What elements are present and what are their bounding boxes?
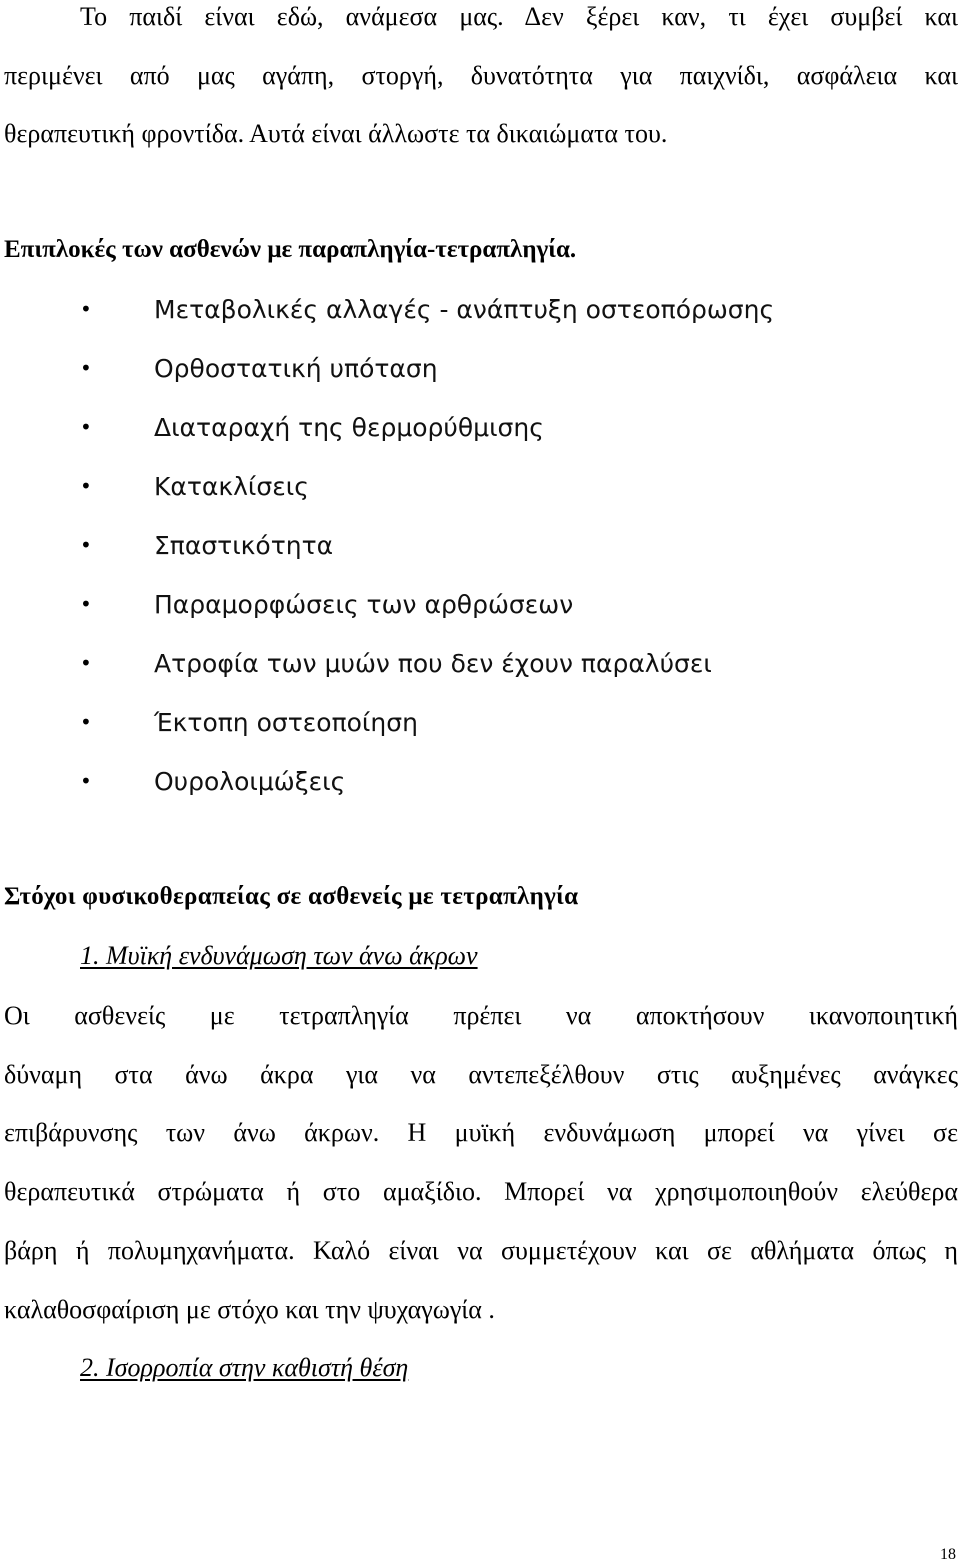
intro-line-2: περιμένει από μας αγάπη, στοργή, δυνατότητα για παιχνίδι, ασφάλεια και bbox=[4, 61, 958, 90]
list-item-text: Ουρολοιμώξεις bbox=[154, 767, 346, 796]
page-number: 18 bbox=[940, 1546, 956, 1563]
list-item-text: Διαταραχή της θερμορύθμισης bbox=[154, 413, 544, 442]
bullet-icon: • bbox=[80, 415, 92, 439]
list-item-text: Μεταβολικές αλλαγές - ανάπτυξη οστεοπόρωσης bbox=[154, 295, 775, 324]
bullet-icon: • bbox=[80, 474, 92, 498]
list-item-text: Κατακλίσεις bbox=[154, 472, 309, 501]
list-item-text: Παραμορφώσεις των αρθρώσεων bbox=[154, 590, 574, 619]
section-title-1: 1. Μυϊκή ενδυνάμωση των άνω άκρων bbox=[80, 941, 478, 970]
list-item-text: Ορθοστατική υπόταση bbox=[154, 354, 438, 383]
list-item-text: Σπαστικότητα bbox=[154, 531, 334, 560]
intro-line-1: Το παιδί είναι εδώ, ανάμεσα μας. Δεν ξέρει καν, τι έχει συμβεί και bbox=[80, 2, 958, 31]
bullet-icon: • bbox=[80, 533, 92, 557]
bullet-icon: • bbox=[80, 651, 92, 675]
complications-heading: Επιπλοκές των ασθενών με παραπληγία-τετραπληγία. bbox=[4, 236, 577, 263]
section-1-line-5: βάρη ή πολυμηχανήματα. Καλό είναι να συμμετέχουν και σε αθλήματα όπως η bbox=[4, 1236, 958, 1265]
bullet-icon: • bbox=[80, 297, 92, 321]
section-1-line-2: δύναμη στα άνω άκρα για να αντεπεξέλθουν στις αυξημένες ανάγκες bbox=[4, 1060, 958, 1089]
bullet-icon: • bbox=[80, 356, 92, 380]
bullet-icon: • bbox=[80, 769, 92, 793]
intro-line-3: θεραπευτική φροντίδα. Αυτά είναι άλλωστε τα δικαιώματα του. bbox=[4, 119, 668, 148]
section-title-2: 2. Ισορροπία στην καθιστή θέση bbox=[80, 1353, 409, 1382]
section-1-line-4: θεραπευτικά στρώματα ή στο αμαξίδιο. Μπορεί να χρησιμοποιηθούν ελεύθερα bbox=[4, 1177, 958, 1206]
bullet-icon: • bbox=[80, 592, 92, 616]
bullet-icon: • bbox=[80, 710, 92, 734]
list-item-text: Έκτοπη οστεοποίηση bbox=[154, 708, 418, 737]
section-1-line-6: καλαθοσφαίριση με στόχο και την ψυχαγωγία . bbox=[4, 1295, 495, 1324]
section-1-line-3: επιβάρυνσης των άνω άκρων. Η μυϊκή ενδυνάμωση μπορεί να γίνει σε bbox=[4, 1118, 958, 1147]
section-1-line-1: Οι ασθενείς με τετραπληγία πρέπει να αποκτήσουν ικανοποιητική bbox=[4, 1001, 958, 1030]
list-item-text: Ατροφία των μυών που δεν έχουν παραλύσει bbox=[154, 649, 712, 678]
goals-heading: Στόχοι φυσικοθεραπείας σε ασθενείς με τετραπληγία bbox=[4, 883, 579, 910]
